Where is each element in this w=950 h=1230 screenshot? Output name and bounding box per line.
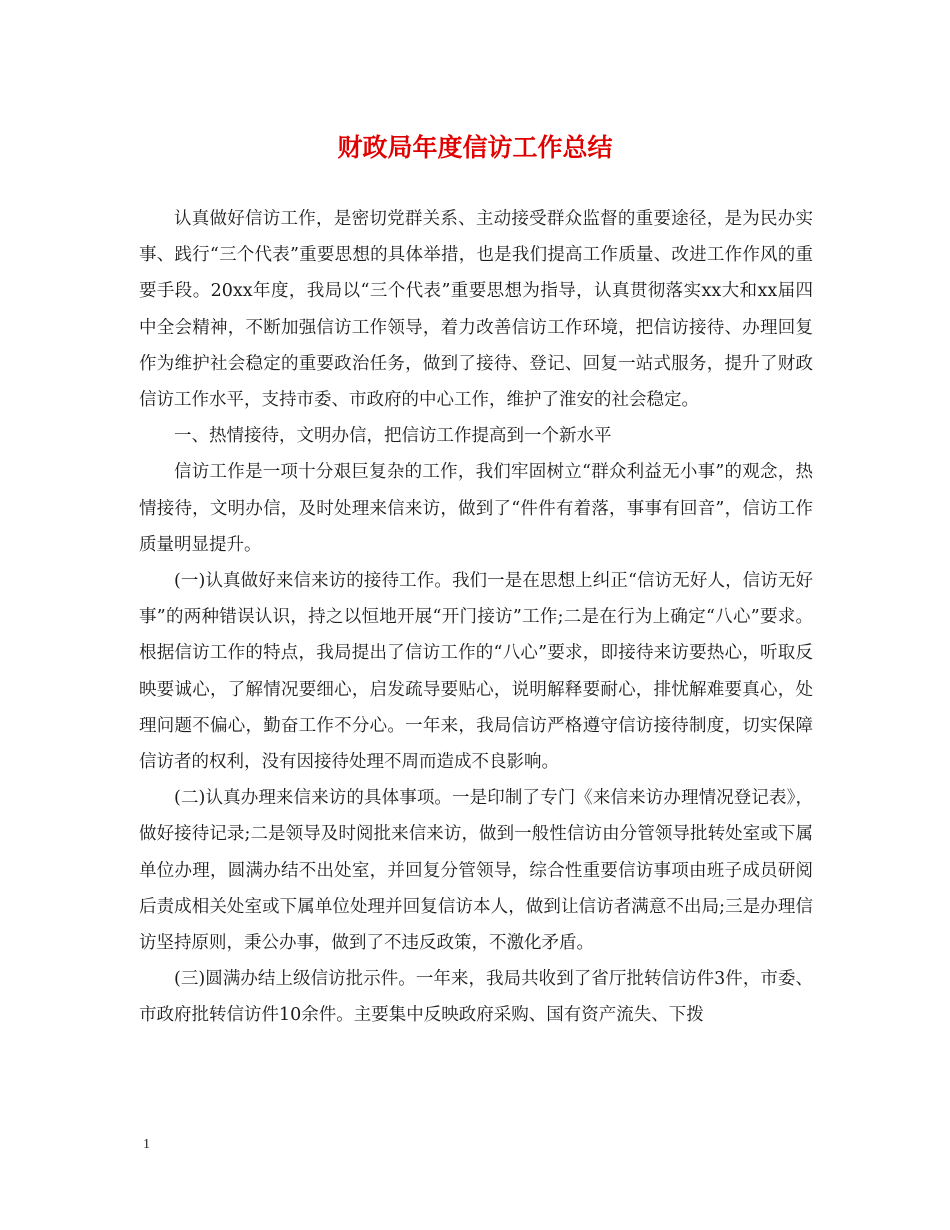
paragraph-subsection-2: (二)认真办理来信来访的具体事项。一是印制了专门《来信来访办理情况登记表》，做好接待记录;二是领导及时阅批来信来访，做到一般性信访由分管领导批转处室或下属单位办理，圆满办结不出处室，并回复分管领导，综合性重要信访事项由班子成员研阅后责成相关处室或下属单位处理并回复信访本人，做到让信访者满意不出局;三是办理信访坚持原则，秉公办事，做到了不违反政策，不激化矛盾。 [139,788,813,954]
paragraph-subsection-1: (一)认真做好来信来访的接待工作。我们一是在思想上纠正“信访无好人，信访无好事”的两种错误认识，持之以恒地开展“开门接访”工作;二是在行为上确定“八心”要求。根据信访工作的特点，我局提出了信访工作的“八心”要求，即接待来访要热心，听取反映要诚心，了解情况要细心，启发疏导要贴心，说明解释要耐心，排忧解难要真心，处理问题不偏心，勤奋工作不分心。一年来，我局信访严格遵守信访接待制度，切实保障信访者的权利，没有因接待处理不周而造成不良影响。 [139,571,813,773]
document-body [139,201,813,1034]
page-number: 1 [143,1137,150,1152]
section-heading-1: 一、热情接待，文明办信，把信访工作提高到一个新水平 [174,426,612,447]
paragraph-subsection-3: (三)圆满办结上级信访批示件。一年来，我局共收到了省厅批转信访件3件，市委、市政府批转信访件10余件。主要集中反映政府采购、国有资产流失、下拨 [139,969,813,1026]
paragraph-section-1-intro: 信访工作是一项十分艰巨复杂的工作，我们牢固树立“群众利益无小事”的观念，热情接待，文明办信，及时处理来信来访，做到了“件件有着落，事事有回音”，信访工作质量明显提升。 [139,462,813,555]
paragraph-intro: 认真做好信访工作，是密切党群关系、主动接受群众监督的重要途径，是为民办实事、践行“三个代表”重要思想的具体举措，也是我们提高工作质量、改进工作作风的重要手段。20xx年度，我局以“三个代表”重要思想为指导，认真贯彻落实xx大和xx届四中全会精神，不断加强信访工作领导，着力改善信访工作环境，把信访接待、办理回复作为维护社会稳定的重要政治任务，做到了接待、登记、回复一站式服务，提升了财政信访工作水平，支持市委、市政府的中心工作，维护了淮安的社会稳定。 [139,209,813,411]
document-title: 财政局年度信访工作总结 [337,133,613,162]
